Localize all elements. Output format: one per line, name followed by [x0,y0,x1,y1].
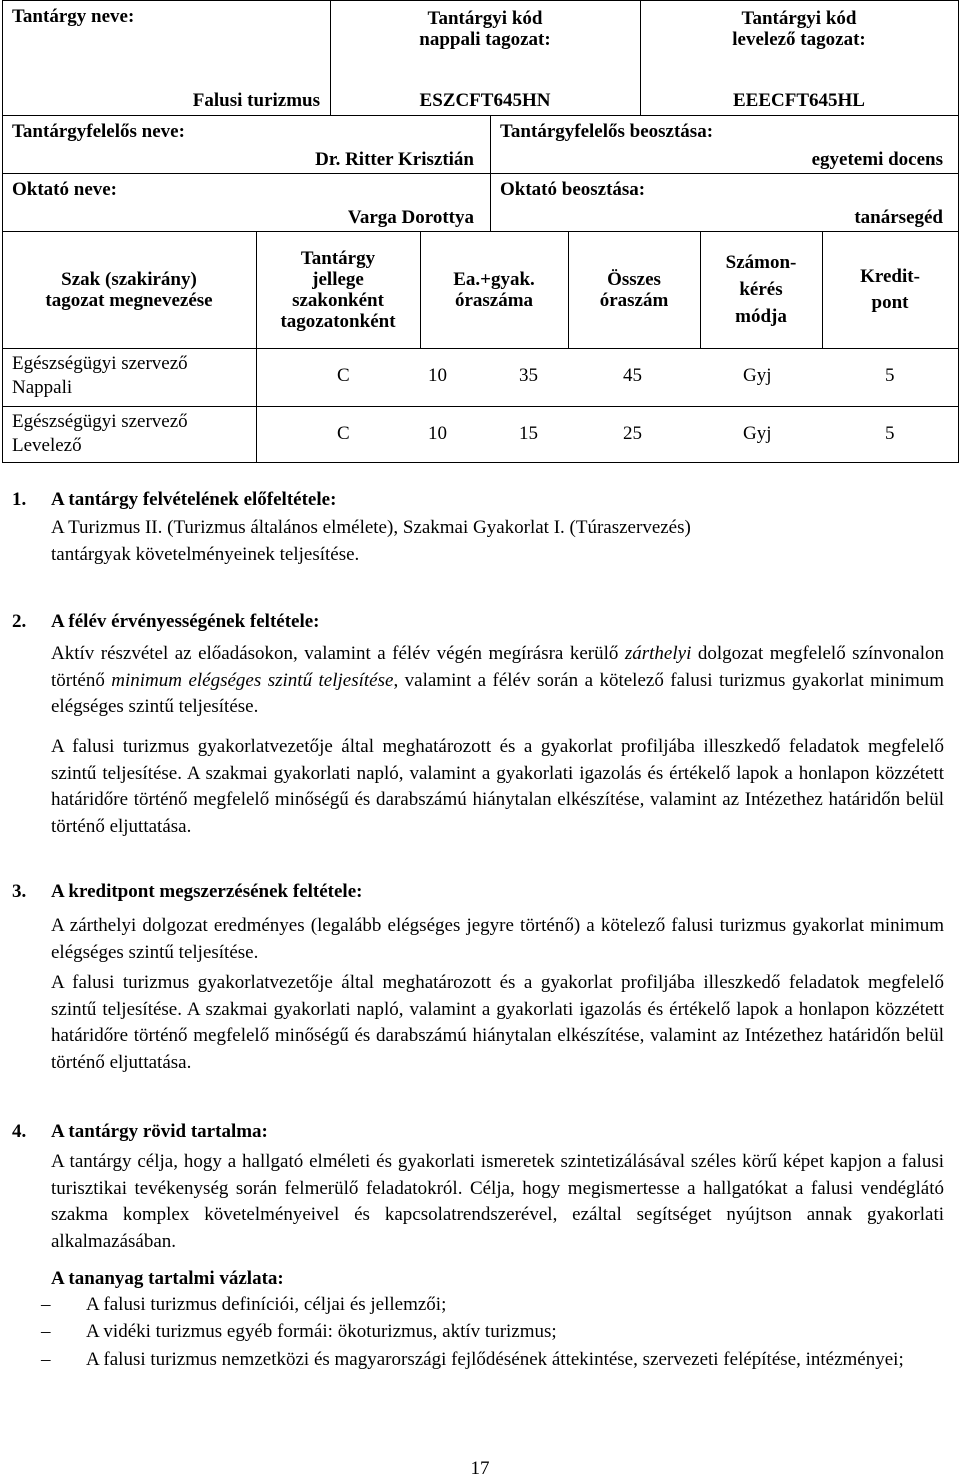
list-item-text: A falusi turizmus definíciói, céljai és jellemzői; [86,1294,447,1315]
section-3-paragraph-1 [51,913,944,966]
section-2-paragraph-2 [51,734,944,840]
teacher-name: Varga Dorottya [347,207,474,228]
section-2-p1c: dolgozat megfelelő színvonalon történő [51,643,945,691]
subject-name: Falusi turizmus [192,90,320,111]
section-3-paragraph-2 [51,970,944,1076]
row-credit: 5 [885,423,895,444]
section-1-line2: tantárgyak követelményeinek teljesítése. [51,543,360,565]
responsible-position: egyetemi docens [811,149,943,170]
list-dash: – [41,1321,51,1342]
col-header-major-line2: tagozat megnevezése [45,289,213,311]
section-2-p2: A falusi turizmus gyakorlatvezetője által meghatározott és a gyakorlat profiljába illeszkedő feladatok megfelelő szintű teljesítése. A szakmai gyakorlati napló, valamint a gyakorlati igazolás és értékelő lapok a honlapon közzétett határidőre történő megfelelő minőségű és darabszámú hiánytalan elkészítése, valamint az Intézethez határidőn belül történő eljuttatása. [51,736,944,837]
row-exam: Gyj [743,423,772,444]
col-header-type-line4: tagozatonként [280,311,396,332]
col-header-exam-line2: kérés [739,279,783,300]
section-4-p1: A tantárgy célja, hogy a hallgató elméleti és gyakorlati ismeretek szintetizálásával széles körű képet kapjon a falusi turisztikai tevékenység során felmerülő feladatokról. Célja, hogy megismertesse a hallgatókat a falusi vendéglátó szakma komplex követelményeivel és kapcsolatrendszerével, ezáltal segítséget nyújtson annak gyakorlati alkalmazásában. [51,1151,944,1252]
teacher-label: Oktató neve: [12,179,118,200]
list-item [41,1346,944,1400]
code-day-label-line2: nappali tagozat: [419,29,551,50]
section-2-p1d: minimum elégséges szintű teljesítése [111,669,394,691]
row-type: C [337,423,350,444]
col-header-credit-line2: pont [871,291,909,313]
teacher-position: tanársegéd [854,207,943,228]
section-3-p1: A zárthelyi dolgozat eredményes (legalább elégséges jegyre történő) a kötelező falusi turizmus gyakorlat minimum elégséges szintű teljesítése. [51,915,944,963]
section-1-title: A tantárgy felvételének előfeltétele: [51,489,337,510]
code-corr: EEECFT645HL [733,90,865,111]
code-day: ESZCFT645HN [419,90,551,111]
col-header-exam-line3: módja [735,306,787,327]
teacher-position-label: Oktató beosztása: [500,179,646,200]
col-header-type [256,234,420,346]
section-3-heading [12,881,362,903]
section-2-number: 2. [12,611,27,632]
col-header-credit [822,231,958,348]
row-major-line1: Egészségügyi szervező [12,353,188,374]
code-day-label [330,4,640,54]
section-1-line1: A Turizmus II. (Turizmus általános elmélete), Szakmai Gyakorlat I. (Túraszervezés) [51,517,691,538]
row-major-line1: Egészségügyi szervező [12,411,188,432]
col-header-hours [420,231,568,348]
col-header-type-line3: szakonként [292,290,384,311]
code-corr-label-line1: Tantárgyi kód [741,8,857,29]
row-total: 25 [623,423,642,444]
page-number: 17 [470,1458,490,1479]
section-4-number: 4. [12,1121,27,1142]
section-2-p1f: félév során a kötelező falusi turizmus gyakorlat minimum elégséges szintű teljesítése. [51,669,945,718]
section-4-heading [12,1121,268,1143]
code-corr-label-line2: levelező tagozat: [732,29,866,50]
row-major-line2: Levelező [12,435,82,456]
code-day-label-line1: Tantárgyi kód [427,8,543,29]
row-major-line2: Nappali [12,377,73,398]
col-header-type-line1: Tantárgy [300,248,376,269]
list-item-text: A vidéki turizmus egyéb formái: ökoturizmus, aktív turizmus; [86,1321,557,1342]
row-credit: 5 [885,365,895,386]
outline-title: A tananyag tartalmi vázlata: [51,1268,284,1289]
col-header-hours-line1: Ea.+gyak. [453,268,535,290]
section-2-title: A félév érvényességének feltétele: [51,611,320,632]
section-4-title: A tantárgy rövid tartalma: [51,1121,268,1142]
col-header-exam-line1: Számon- [725,252,797,273]
col-header-type-line2: jellege [312,269,364,290]
row-hours2: 15 [519,423,538,444]
section-1-body [51,515,944,568]
col-header-credit-line1: Kredit- [860,265,920,287]
col-header-total-line1: Összes [607,268,661,290]
row-hours2: 35 [519,365,538,386]
responsible-name: Dr. Ritter Krisztián [315,149,474,170]
section-1-heading [12,489,336,511]
section-3-title: A kreditpont megszerzésének feltétele: [51,881,363,902]
row-exam: Gyj [743,365,772,386]
code-corr-label [640,4,958,54]
subject-name-label: Tantárgy neve: [12,6,135,27]
section-3-number: 3. [12,881,27,902]
section-1-number: 1. [12,489,27,510]
col-header-major-line1: Szak (szakirány) [61,268,197,290]
section-2-paragraph-1 [51,641,944,721]
col-header-hours-line2: óraszáma [454,289,534,311]
section-2-p1e: , valamint a [393,669,487,691]
section-2-p1b: zárthelyi [624,643,692,664]
col-header-exam [700,231,822,348]
section-4-paragraph-1 [51,1149,944,1255]
section-2-p1a: Aktív részvétel az előadásokon, valamint a félév végén megírásra kerülő [51,643,625,664]
section-3-p2: A falusi turizmus gyakorlatvezetője által meghatározott és a gyakorlat profiljába illeszkedő feladatok megfelelő szintű teljesítése. A szakmai gyakorlati napló, valamint a gyakorlati igazolás és értékelő lapok a honlapon közzétett határidőre történő megfelelő minőségű és darabszámú hiánytalan elkészítése, valamint az Intézethez határidőn belül történő eljuttatása. [51,972,944,1073]
row-total: 45 [623,365,642,386]
row-hours: 10 [428,365,447,386]
row-type: C [337,365,350,386]
responsible-position-label: Tantárgyfelelős beosztása: [500,121,714,142]
list-item-text: A falusi turizmus nemzetközi és magyarországi fejlődésének áttekintése, szervezeti felépítése, intézményei; [86,1349,904,1370]
list-item [41,1318,944,1345]
col-header-total [568,231,700,348]
list-dash: – [41,1349,51,1370]
section-2-heading [12,611,320,633]
col-header-total-line2: óraszám [599,289,669,311]
col-header-major [2,231,256,348]
list-dash: – [41,1294,51,1315]
row-hours: 10 [428,423,447,444]
list-item [41,1291,944,1318]
responsible-label: Tantárgyfelelős neve: [12,121,185,142]
